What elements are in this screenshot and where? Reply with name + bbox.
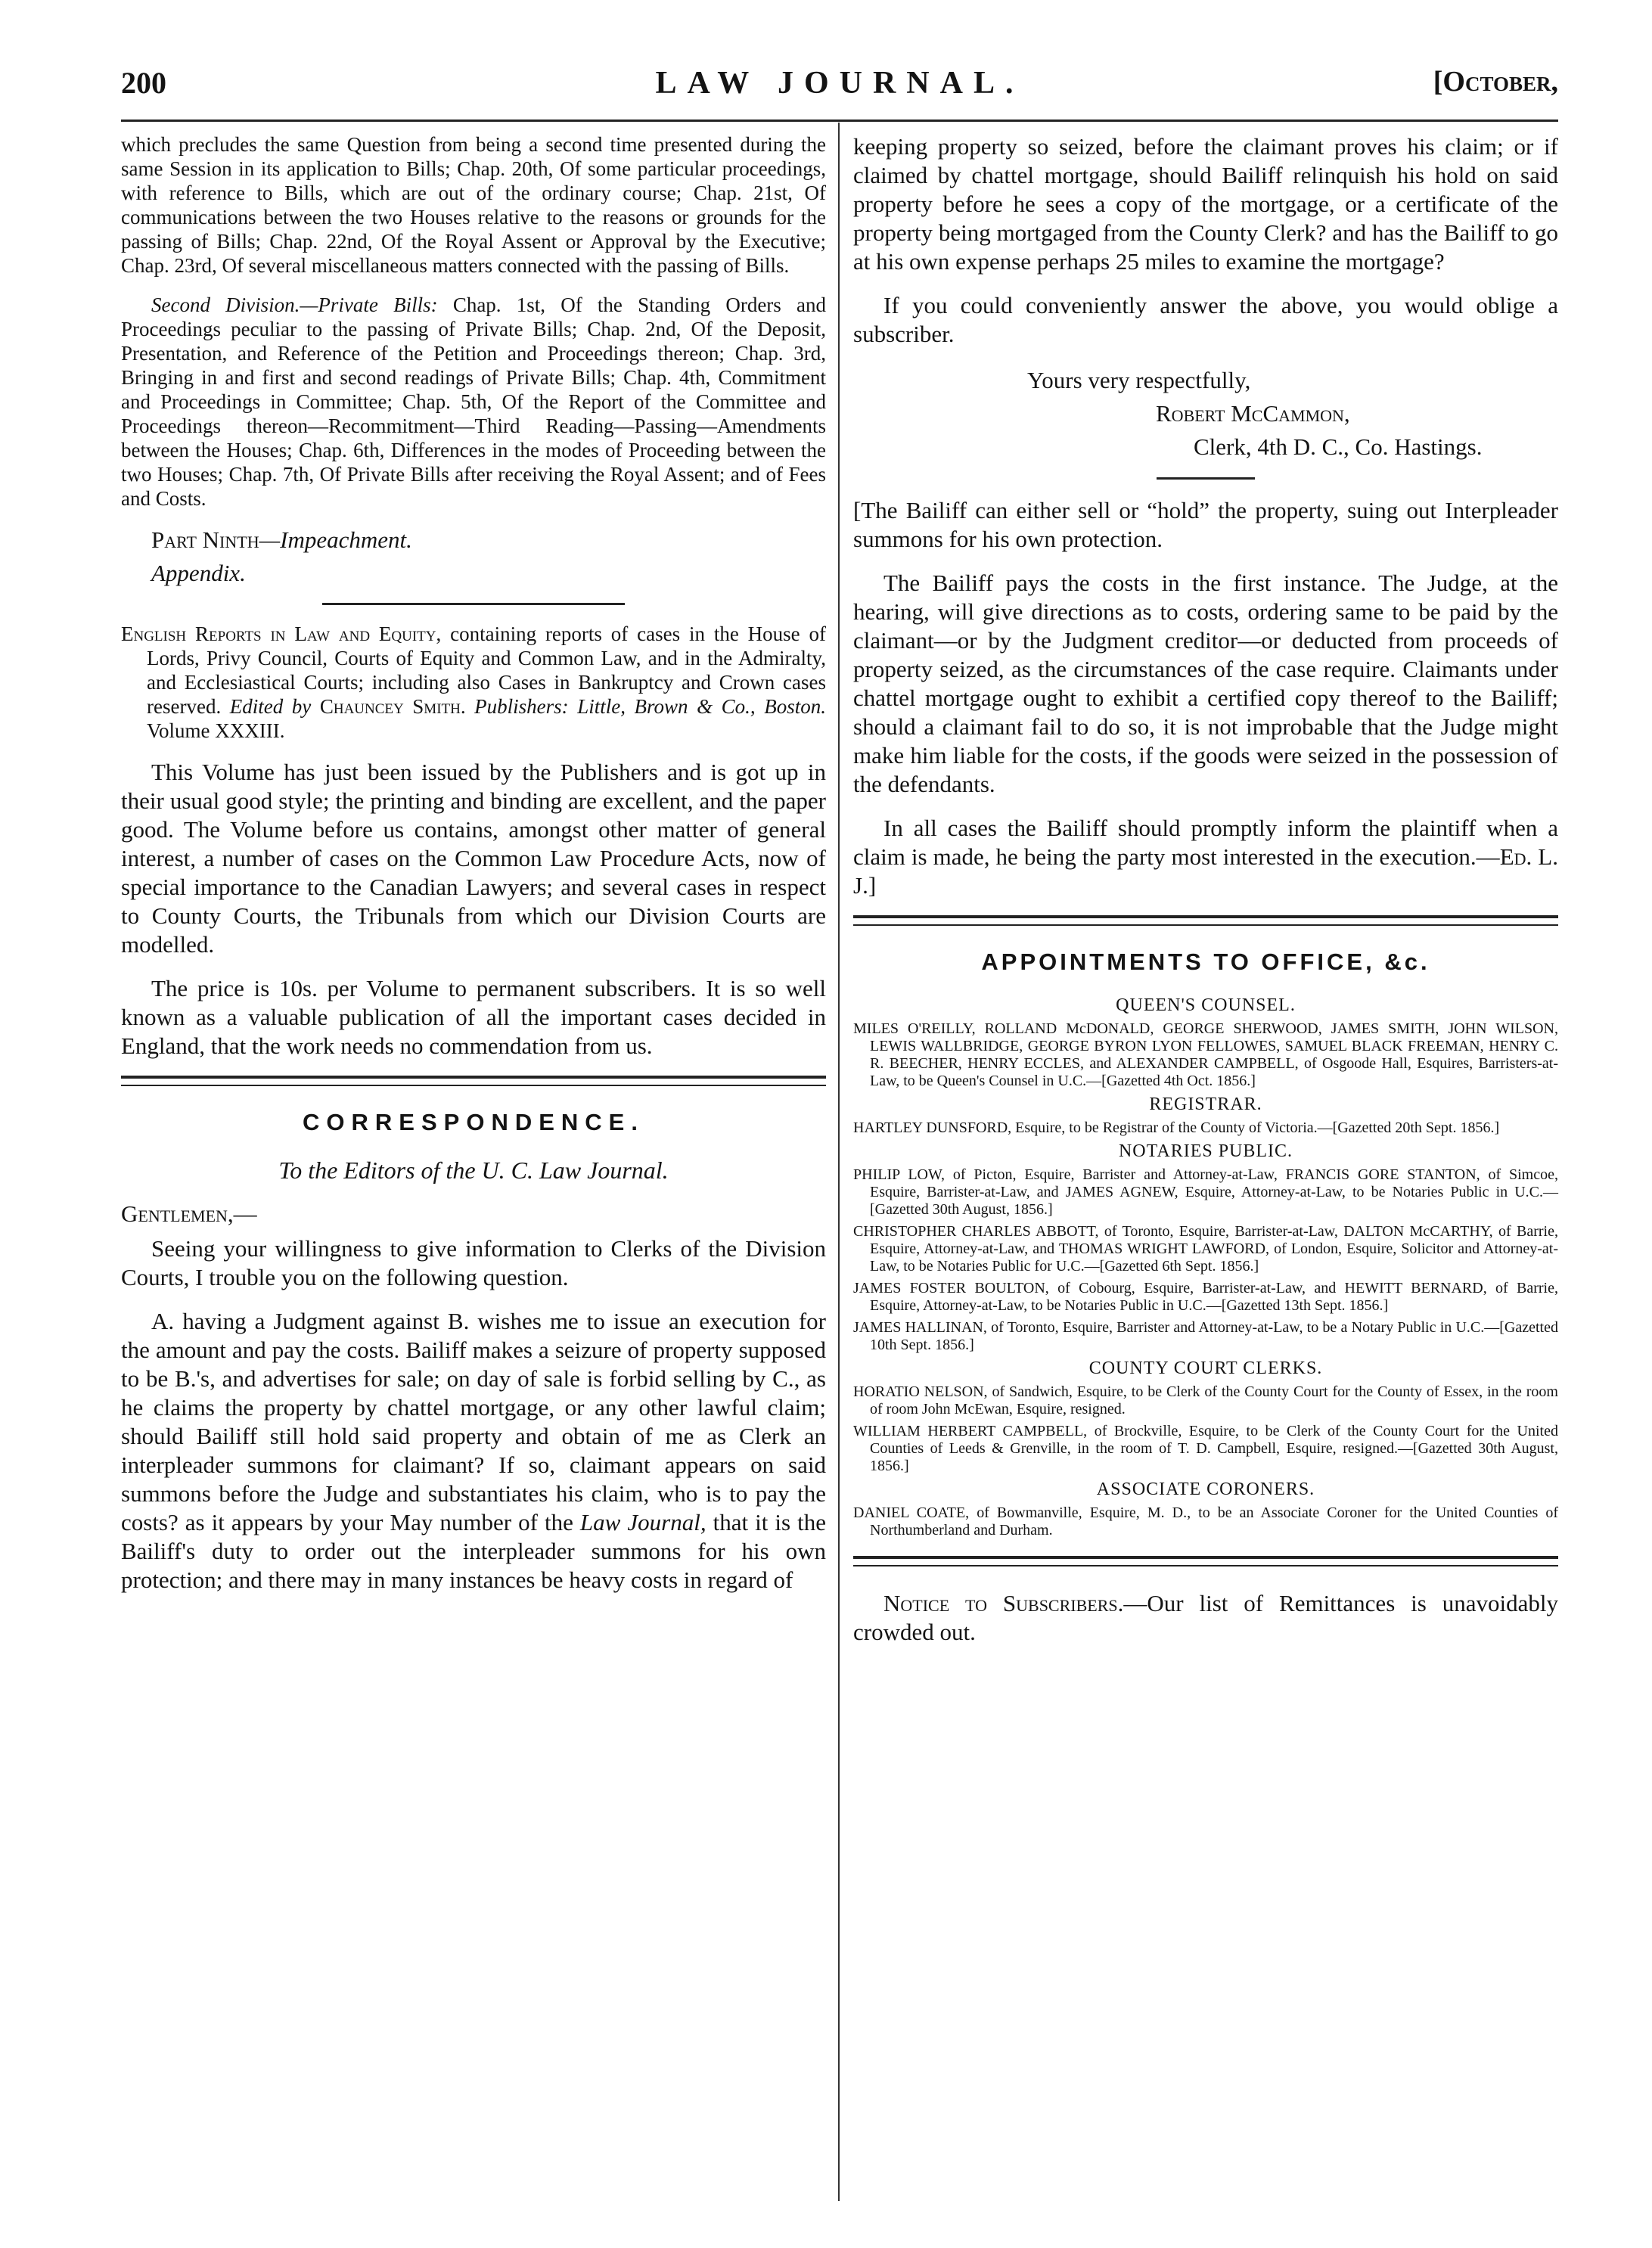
signature-block [853, 364, 1558, 464]
page-number: 200 [121, 66, 166, 100]
volume-review-paragraph: This Volume has just been issued by the Publishers and is got up in their usual good style; the printing and binding are excellent, and the paper good. The Volume before us contains, amongst other matter of general interest, a number of cases on the Common Law Procedure Acts, now of special importance to the Canadian Lawyers; and several cases in respect to County Courts, the Tribunals from which our Division Courts are modelled. [121, 759, 826, 958]
editor-reply-1: [The Bailiff can either sell or “hold” the property, suing out Interpleader summons for his own protection. [853, 497, 1558, 552]
question-continued-paragraph: keeping property so seized, before the claimant proves his claim; or if claimed by chattel mortgage, should Bailiff relinquish his hold on said property before he sees a copy of the mortgage, or a certificate of the property being mortgaged from the County Clerk? and has the Bailiff to go at his own expense perhaps 25 miles to examine the mortgage? [853, 133, 1558, 275]
section-rule [322, 603, 625, 605]
column-divider [838, 123, 840, 2201]
county-clerks-entry: HORATIO NELSON, of Sandwich, Esquire, to be Clerk of the County Court for the County of Essex, in the room of room John McEwan, Esquire, resigned. [853, 1383, 1558, 1417]
registrar-heading: REGISTRAR. [1149, 1095, 1262, 1114]
appointments-heading: APPOINTMENTS TO OFFICE, &c. [981, 949, 1430, 975]
question-paragraph: A. having a Judgment against B. wishes me to issue an execution for the amount and pay the costs. Bailiff makes a seizure of property supposed to be B.'s, and advertises for sale; on day of sale is forbid selling by C., as he claims the property by chattel mortgage, or any other lawful claim; should Bailiff still hold said property and obtain of me as Clerk an interpleader summons for claimant? If so, claimant appears on said summons before the Judge and substantiates his claim, who is to pay the costs? as it appears by your May number of the Law Journal, that it is the Bailiff's duty to order out the interpleader summons for his own protection; and there may in many instances be heavy costs in regard of [121, 1308, 826, 1593]
oblige-paragraph: If you could conveniently answer the above, you would oblige a subscriber. [853, 292, 1558, 347]
right-column [853, 132, 1558, 1662]
part-ninth: Part Ninth—Impeachment. [151, 526, 412, 553]
editor-reply-3: In all cases the Bailiff should promptly inform the plaintiff when a claim is made, he being the party most interested in the execution.—Ed. L. J.] [853, 815, 1558, 899]
section-double-rule [121, 1076, 826, 1086]
coroners-entry: DANIEL COATE, of Bowmanville, Esquire, M. D., to be an Associate Coroner for the United Counties of Northumberland and Durham. [853, 1504, 1558, 1539]
notaries-heading: NOTARIES PUBLIC. [1118, 1141, 1293, 1161]
salutation: Gentlemen,— [121, 1200, 257, 1227]
registrar-entry: HARTLEY DUNSFORD, Esquire, to be Registrar of the County of Victoria.—[Gazetted 20th Sept. 1856.] [853, 1119, 1500, 1136]
editor-reply-2: The Bailiff pays the costs in the first instance. The Judge, at the hearing, will give directions as to costs, ordering same to be paid by the claimant—or by the Judgment creditor—or deducted from proceeds of property seized, as the circumstances of the case require. Claimants under chattel mortgage ought to exhibit a certified copy thereof to the Bailiff; should a claimant fail to do so, it is not improbable that the Judge might make him liable for the costs, if the goods were seized in the possession of the defendants. [853, 570, 1558, 797]
reply-rule [1157, 477, 1255, 480]
issue-month: [October, [1433, 66, 1558, 98]
correspondence-heading: CORRESPONDENCE. [303, 1109, 644, 1135]
seeing-paragraph: Seeing your willingness to give information to Clerks of the Division Courts, I trouble you on the following question. [121, 1235, 826, 1290]
appointments-double-rule [853, 915, 1558, 926]
price-paragraph: The price is 10s. per Volume to permanent subscribers. It is so well known as a valuable publication of all the important cases decided in England, that the work needs no commendation from us. [121, 975, 826, 1059]
notaries-entry: JAMES FOSTER BOULTON, of Cobourg, Esquire, Barrister-at-Law, and HEWITT BERNARD, of Barrie, Esquire, Attorney-at-Law, to be Notaries Public in U.C.—[Gazetted 13th Sept. 1856.] [853, 1280, 1558, 1314]
english-reports-notice: English Reports in Law and Equity, containing reports of cases in the House of Lords, Privy Council, Courts of Equity and Common Law, and in the Admiralty, and Ecclesiastical Courts; including also Cases in Bankruptcy and Crown cases reserved. Edited by Chauncey Smith. Publishers: Little, Brown & Co., Boston. Volume XXXIII. [121, 623, 826, 742]
second-division-paragraph [121, 293, 826, 511]
notaries-entry: JAMES HALLINAN, of Toronto, Esquire, Barrister and Attorney-at-Law, to be a Notary Public in U.C.—[Gazetted 10th Sept. 1856.] [853, 1319, 1558, 1353]
queens-counsel-entry: MILES O'REILLY, ROLLAND McDONALD, GEORGE SHERWOOD, JAMES SMITH, JOHN WILSON, LEWIS WALLBRIDGE, GEORGE BYRON LYON FELLOWES, SAMUEL BLACK FREEMAN, HENRY C. R. BEECHER, HENRY ECCLES, and ALEXANDER CAMPBELL, of Osgoode Hall, Esquires, Barristers-at-Law, to be Queen's Counsel in U.C.—[Gazetted 4th Oct. 1856.] [853, 1020, 1558, 1089]
notaries-entry: CHRISTOPHER CHARLES ABBOTT, of Toronto, Esquire, Barrister-at-Law, DALTON McCARTHY, of Barrie, Esquire, Attorney-at-Law, and THOMAS WRIGHT LAWFORD, of London, Esquire, Solicitor and Attorney-at-Law, to be Notaries Public for U.C.—[Gazetted 6th Sept. 1856.] [853, 1223, 1558, 1275]
second-division-lead: Second Division.—Private Bills: [151, 293, 438, 316]
continued-contents-paragraph: which precludes the same Question from being a second time presented during the same Session in its application to Bills; Chap. 20th, Of some particular proceedings, with reference to Bills, which are out of the ordinary course; Chap. 21st, Of communications between the two Houses relative to the reasons or grounds for the passing of Bills; Chap. 22nd, Of the Royal Assent or Approval by the Executive; Chap. 23rd, Of several miscellaneous matters connected with the passing of Bills. [121, 133, 826, 277]
notice-to-subscribers: Notice to Subscribers.—Our list of Remittances is unavoidably crowded out. [853, 1590, 1558, 1645]
coroners-heading: ASSOCIATE CORONERS. [1096, 1480, 1315, 1499]
appendix-label: Appendix. [151, 560, 246, 586]
journal-title: LAW JOURNAL. [655, 66, 1024, 101]
left-column [121, 132, 826, 1610]
header-rule [121, 120, 1558, 122]
notice-double-rule [853, 1556, 1558, 1566]
to-editors-line: To the Editors of the U. C. Law Journal. [278, 1157, 669, 1184]
county-clerks-entry: WILLIAM HERBERT CAMPBELL, of Brockville, Esquire, to be Clerk of the County Court for the United Counties of Leeds & Grenville, in the room of T. D. Campbell, Esquire, resigned.—[Gazetted 30th August, 1856.] [853, 1423, 1558, 1474]
signature-closing: Yours very respectfully, [1027, 367, 1251, 393]
page-header [121, 65, 1558, 110]
signature-title: Clerk, 4th D. C., Co. Hastings. [1194, 433, 1483, 460]
queens-counsel-heading: QUEEN'S COUNSEL. [1116, 995, 1296, 1015]
notaries-entry: PHILIP LOW, of Picton, Esquire, Barrister and Attorney-at-Law, FRANCIS GORE STANTON, of Simcoe, Esquire, Barrister-at-Law, and JAMES AGNEW, Esquire, Attorney-at-Law, to be Notaries Public in U.C.—[Gazetted 30th August, 1856.] [853, 1166, 1558, 1218]
second-division-body: Chap. 1st, Of the Standing Orders and Proceedings peculiar to the passing of Private Bills; Chap. 2nd, Of the Deposit, Presentation, and Reference of the Petition and Proceedings thereon; Chap. 3rd, Bringing in and first and second readings of Private Bills; Chap. 4th, Commitment and Proceedings in Committee; Chap. 5th, Of the Report of the Committee and Proceedings thereon—Recommitment—Third Reading—Passing—Amendments between the Houses; Chap. 6th, Differences in the modes of Proceeding between the two Houses; Chap. 7th, Of Private Bills after receiving the Royal Assent; and of Fees and Costs. [121, 293, 827, 510]
signature-name: Robert McCammon, [1156, 400, 1350, 427]
county-clerks-heading: COUNTY COURT CLERKS. [1088, 1358, 1323, 1378]
